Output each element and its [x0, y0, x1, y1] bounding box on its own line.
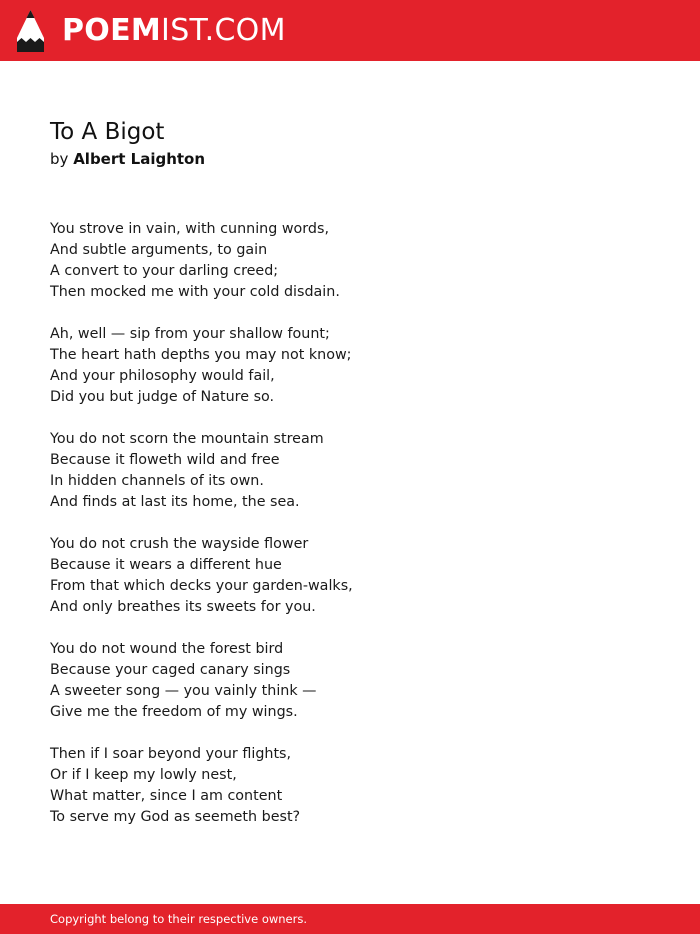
poem-line: And only breathes its sweets for you. — [50, 599, 316, 615]
logo-text-bold: POEM — [62, 13, 162, 48]
poem-byline — [50, 148, 205, 170]
byline-prefix: by — [50, 150, 69, 168]
author-name: Albert Laighton — [73, 150, 206, 168]
poem-line: Give me the freedom of my wings. — [50, 704, 298, 720]
poem-line: Because it floweth wild and free — [50, 452, 280, 468]
poem-line: Then mocked me with your cold disdain. — [50, 284, 340, 300]
stanza — [50, 639, 650, 723]
poem-line: Because your caged canary sings — [50, 662, 291, 678]
poem-line: You strove in vain, with cunning words, — [50, 221, 329, 237]
poem-line: The heart hath depths you may not know; — [50, 347, 352, 363]
poem-body — [50, 219, 650, 849]
poem-line: You do not wound the forest bird — [50, 641, 284, 657]
logo-text-light: IST.COM — [161, 13, 286, 48]
poem-line: Or if I keep my lowly nest, — [50, 767, 237, 783]
site-logo[interactable] — [62, 11, 286, 51]
stanza — [50, 744, 650, 828]
poem-line: To serve my God as seemeth best? — [50, 809, 301, 825]
poem-line: From that which decks your garden-walks, — [50, 578, 353, 594]
poem-line: Ah, well — sip from your shallow fount; — [50, 326, 330, 342]
poem-line: And subtle arguments, to gain — [50, 242, 268, 258]
poem-line: You do not crush the wayside flower — [50, 536, 309, 552]
poem-line: A sweeter song — you vainly think — — [50, 683, 317, 699]
stanza — [50, 429, 650, 513]
poem-line: Because it wears a different hue — [50, 557, 282, 573]
stanza — [50, 219, 650, 303]
poem-line: In hidden channels of its own. — [50, 473, 264, 489]
poem-line: You do not scorn the mountain stream — [50, 431, 324, 447]
poem-line: A convert to your darling creed; — [50, 263, 279, 279]
footer-bar — [0, 904, 700, 934]
poem-line: And your philosophy would fail, — [50, 368, 275, 384]
header-bar — [0, 0, 700, 61]
poem-line: Then if I soar beyond your flights, — [50, 746, 292, 762]
copyright-text: Copyright belong to their respective owners. — [50, 912, 308, 926]
poem-title: To A Bigot — [50, 119, 165, 145]
pencil-logo-icon[interactable] — [17, 10, 44, 52]
stanza — [50, 324, 650, 408]
poem-line: What matter, since I am content — [50, 788, 283, 804]
stanza — [50, 534, 650, 618]
poem-line: And finds at last its home, the sea. — [50, 494, 300, 510]
poem-line: Did you but judge of Nature so. — [50, 389, 275, 405]
